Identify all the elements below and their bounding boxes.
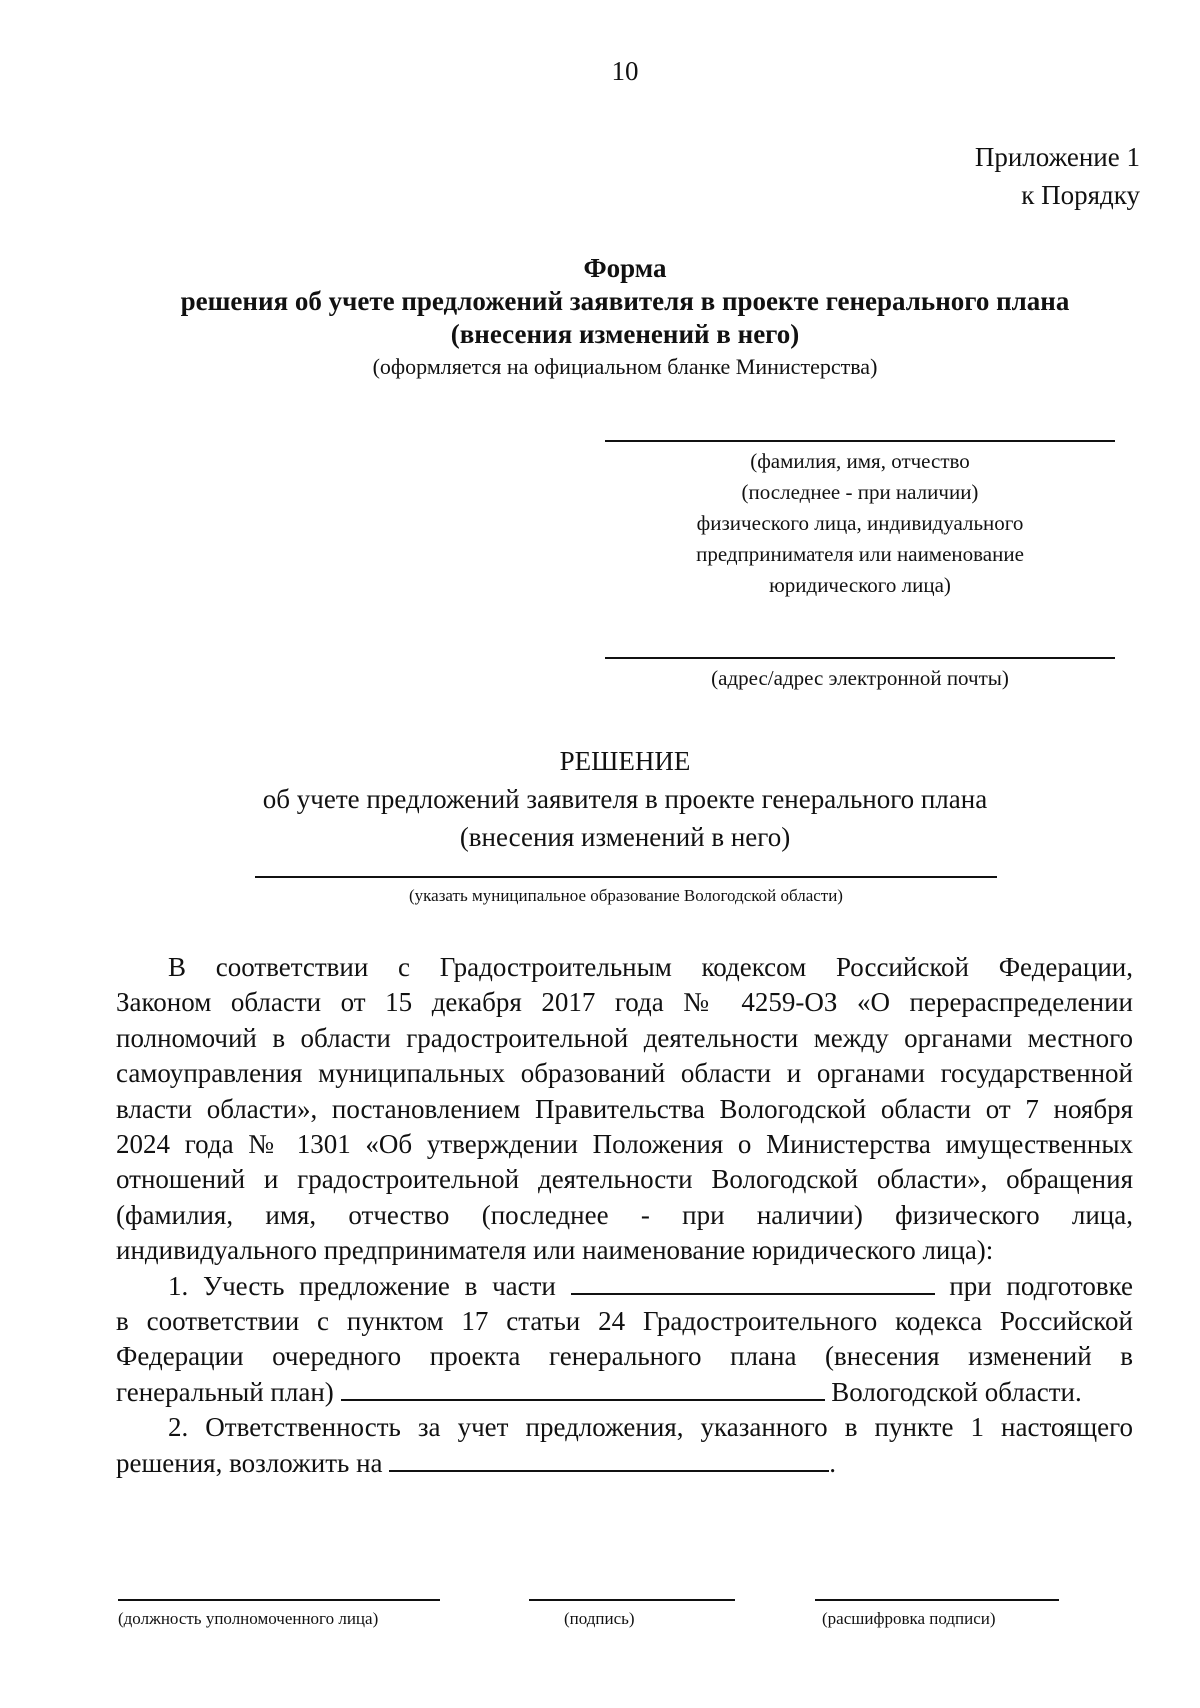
body-line: полномочий в области градостроительной деятельности между органами местного xyxy=(116,1022,1133,1053)
recipient-name-caption xyxy=(605,446,1115,601)
page-number: 10 xyxy=(611,56,639,86)
decoding-caption: (расшифровка подписи) xyxy=(822,1609,996,1628)
item-2-period: . xyxy=(829,1447,837,1478)
appendix-line-1: Приложение 1 xyxy=(974,142,1140,172)
item-1-line-4 xyxy=(116,1375,1133,1410)
position-caption: (должность уполномоченного лица) xyxy=(118,1609,379,1628)
body-line: 2024 года № 1301 «Об утверждении Положения о Министерства имущественных xyxy=(116,1129,1133,1160)
position-signature-line xyxy=(118,1599,440,1601)
body-line: власти области», постановлением Правительства Вологодской области от 7 ноября xyxy=(116,1093,1133,1124)
form-title-line-1: Форма xyxy=(583,253,667,283)
form-title-line-3: (внесения изменений в него) xyxy=(450,319,800,349)
signature-line xyxy=(529,1599,735,1601)
item-1-line-4-end: Вологодской области. xyxy=(831,1376,1082,1407)
item-1-end: при подготовке xyxy=(949,1270,1133,1301)
recipient-caption-line-4: предпринимателя или наименование xyxy=(696,542,1024,566)
recipient-caption-line-3: физического лица, индивидуального xyxy=(696,511,1024,535)
recipient-name-line xyxy=(605,440,1115,442)
decision-body xyxy=(116,950,1133,1481)
municipality-line xyxy=(255,876,997,878)
body-line: самоуправления муниципальных образований области и органами государственной xyxy=(116,1058,1133,1089)
recipient-caption-line-5: юридического лица) xyxy=(769,573,951,597)
item-1-line-2: в соответствии с пунктом 17 статьи 24 Градостроительного кодекса Российской xyxy=(116,1306,1133,1337)
responsible-blank-field[interactable] xyxy=(389,1448,829,1472)
recipient-caption-line-2: (последнее - при наличии) xyxy=(741,480,979,504)
general-plan-blank-field[interactable] xyxy=(341,1377,825,1401)
form-title xyxy=(0,252,1200,351)
item-2-line-2-start: решения, возложить на xyxy=(116,1447,383,1478)
municipality-caption: (указать муниципальное образование Вологодской области) xyxy=(409,886,843,905)
item-2-line-1: 2. Ответственность за учет предложения, указанного в пункте 1 настоящего xyxy=(168,1412,1133,1443)
item-1-start: 1. Учесть предложение в части xyxy=(168,1270,556,1301)
item-2-line-2 xyxy=(116,1446,1133,1481)
decoding-signature-line xyxy=(815,1599,1059,1601)
item-1-line-1 xyxy=(116,1269,1133,1304)
appendix-reference xyxy=(975,138,1140,214)
item-1-line-4-start: генеральный план) xyxy=(116,1376,334,1407)
form-title-line-2: решения об учете предложений заявителя в проекте генерального плана xyxy=(180,286,1070,316)
decision-subtitle-line-1: об учете предложений заявителя в проекте генерального плана xyxy=(262,784,988,814)
decision-title: РЕШЕНИЕ xyxy=(559,746,691,776)
signature-caption: (подпись) xyxy=(564,1609,635,1628)
item-1-blank-field[interactable] xyxy=(571,1271,935,1295)
body-line: Законом области от 15 декабря 2017 года № 4259-ОЗ «О перераспределении xyxy=(116,987,1133,1018)
recipient-address-caption: (адрес/адрес электронной почты) xyxy=(711,666,1009,690)
body-line: (фамилия, имя, отчество (последнее - при наличии) физического лица, xyxy=(116,1199,1133,1230)
form-note: (оформляется на официальном бланке Министерства) xyxy=(372,354,878,379)
decision-subtitle-line-2: (внесения изменений в него) xyxy=(459,822,791,852)
recipient-caption-line-1: (фамилия, имя, отчество xyxy=(750,449,970,473)
decision-heading xyxy=(0,742,1200,856)
body-line: отношений и градостроительной деятельности Вологодской области», обращения xyxy=(116,1164,1133,1195)
recipient-address-line xyxy=(605,657,1115,659)
appendix-line-2: к Порядку xyxy=(1021,180,1140,210)
item-1-line-3: Федерации очередного проекта генерального плана (внесения изменений в xyxy=(116,1341,1133,1372)
body-line: В соответствии с Градостроительным кодексом Российской Федерации, xyxy=(168,952,1133,982)
body-line: индивидуального предпринимателя или наименование юридического лица): xyxy=(116,1235,994,1266)
